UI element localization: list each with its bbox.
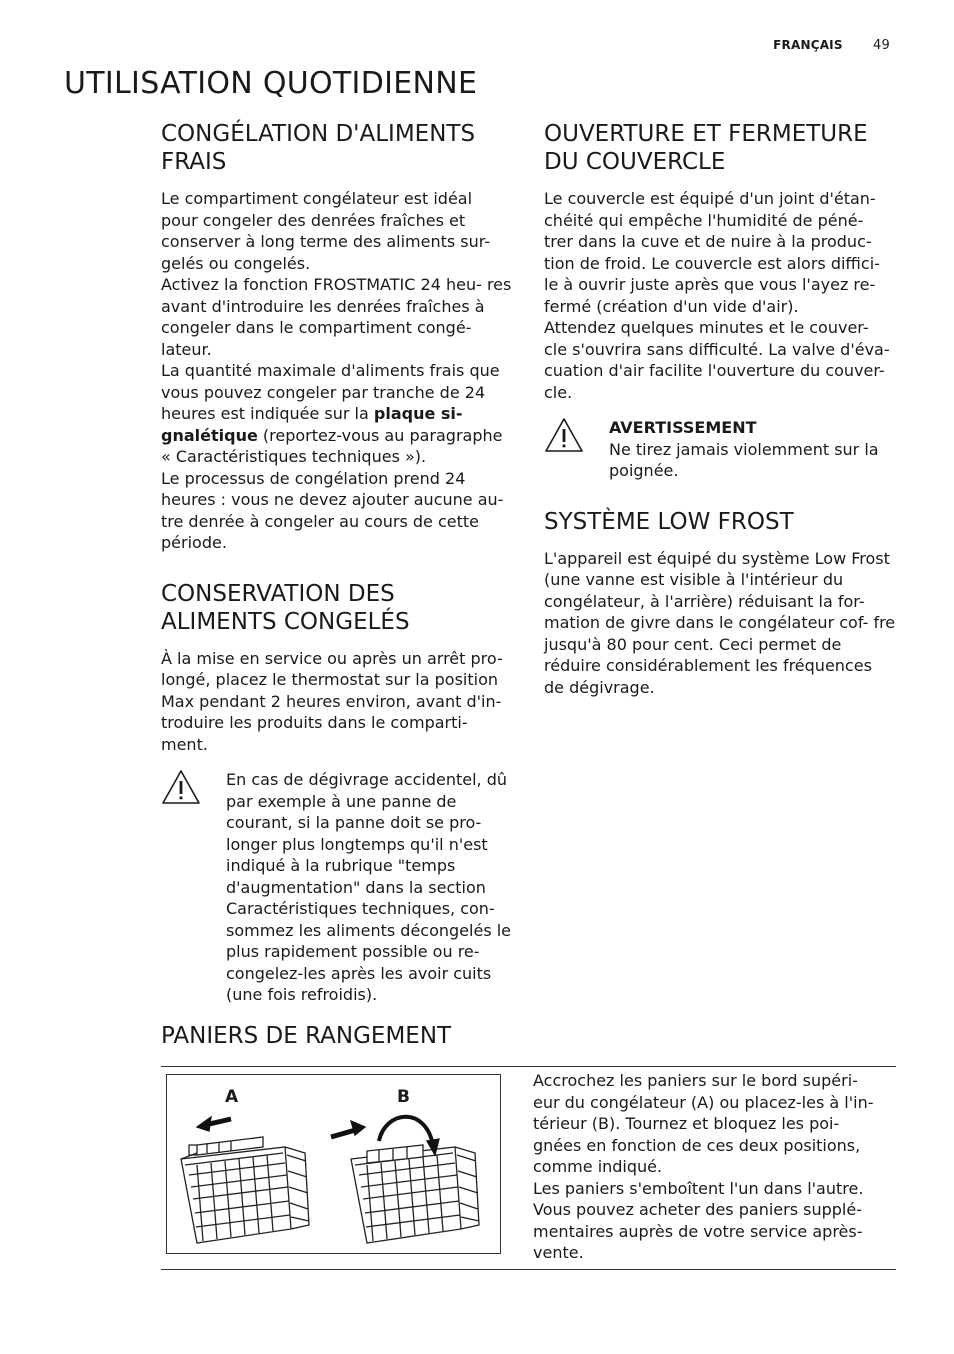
basket-b	[351, 1145, 479, 1243]
section-title-low-frost: SYSTÈME LOW FROST	[544, 508, 794, 535]
divider	[161, 1269, 896, 1270]
paragraph: L'appareil est équipé du système Low Frost (une vanne est visible à l'intérieur du congélateur, à l'arrière) réduisant la for- mation de givre dans le congélateur cof- fre jusqu'à 80 pour cent. Ceci permet de réduire considérablement les fréquences de dégivrage.	[544, 548, 896, 697]
text-run: (reportez-vous au paragraphe « Caractéristiques techniques »).	[161, 425, 503, 466]
page-header	[773, 38, 890, 53]
left-column	[161, 120, 513, 1032]
divider	[161, 1066, 896, 1067]
section-frozen-storage	[161, 580, 513, 1006]
baskets-drawing	[167, 1075, 500, 1253]
section-title-lid: OUVERTURE ET FERMETURE DU COUVERCLE	[544, 121, 868, 175]
paragraph: Les paniers s'emboîtent l'un dans l'autre.	[533, 1178, 864, 1198]
section-lid	[544, 120, 896, 482]
basket-a	[181, 1137, 309, 1243]
warning-block	[544, 417, 896, 482]
paragraph	[161, 360, 513, 468]
figure-label-a: A	[225, 1087, 239, 1107]
baskets-text	[533, 1070, 885, 1264]
section-title-frozen-storage: CONSERVATION DES ALIMENTS CONGELÉS	[161, 580, 410, 635]
paragraph: Le processus de congélation prend 24 heures : vous ne devez ajouter aucune au- tre denrée à congeler au cours de cette période.	[161, 468, 504, 552]
section-title-fresh-freezing: CONGÉLATION D'ALIMENTS FRAIS	[161, 121, 476, 175]
paragraph: Activez la fonction FROSTMATIC 24 heu- res avant d'introduire les denrées fraîches à congeler dans le compartiment congé- lateur.	[161, 275, 512, 359]
paragraph: Le compartiment congélateur est idéal pour congeler des denrées fraîches et conserver à long terme des aliments sur- gelés ou congelés.	[161, 189, 491, 273]
warning-text: En cas de dégivrage accidentel, dû par exemple à une panne de courant, si la panne doit se pro- longer plus longtemps qu'il n'est indiqué à la rubrique "temps d'augmentation" dans la section Caractéristiques techniques, con- sommez les aliments décongelés le plus rapidement possible ou re- congelez-les après les avoir cuits (une fois refroidis).	[226, 770, 512, 1004]
warning-triangle-icon	[161, 769, 201, 805]
warning-text: Ne tirez jamais violemment sur la poignée.	[609, 439, 879, 480]
page-title: UTILISATION QUOTIDIENNE	[64, 66, 478, 101]
paragraph: Accrochez les paniers sur le bord supéri- eur du congélateur (A) ou placez-les à l'in- térieur (B). Tournez et bloquez les poi- gnées en fonction de ces deux positions, comme indiqué.	[533, 1071, 874, 1176]
bold-text-rating-plate: plaque si- gnalétique	[161, 404, 463, 445]
paragraph: À la mise en service ou après un arrêt pro- longé, placez le thermostat sur la position Max pendant 2 heures environ, avant d'in- troduire les produits dans le comparti- ment.	[161, 648, 503, 754]
warning-triangle-icon	[544, 417, 584, 453]
header-language: FRANÇAIS	[773, 38, 843, 52]
warning-title: AVERTISSEMENT	[609, 418, 757, 437]
paragraph: Attendez quelques minutes et le couver- cle s'ouvrira sans difficulté. La valve d'éva- cuation d'air facilite l'ouverture du couver- cle.	[544, 318, 890, 402]
page-number: 49	[873, 38, 890, 53]
section-title-baskets: PANIERS DE RANGEMENT	[161, 1023, 452, 1049]
section-low-frost	[544, 508, 896, 699]
paragraph: Le couvercle est équipé d'un joint d'étan- chéité qui empêche l'humidité de péné- trer dans la cuve et de nuire à la produc- tion de froid. Le couvercle est alors diffici- le à ouvrir juste après que vous l'ayez re- fermé (création d'un vide d'air).	[544, 189, 880, 316]
figure-label-b: B	[397, 1087, 410, 1107]
text-run: La quantité maximale d'aliments frais que vous pouvez congeler par tranche de 24 heures est indiquée sur la	[161, 361, 500, 423]
section-fresh-freezing	[161, 120, 513, 554]
baskets-illustration	[166, 1074, 501, 1254]
warning-content	[609, 417, 896, 482]
right-column	[544, 120, 896, 724]
paragraph: Vous pouvez acheter des paniers supplé- mentaires auprès de votre service après- vente.	[533, 1200, 863, 1262]
warning-block	[161, 769, 513, 1006]
